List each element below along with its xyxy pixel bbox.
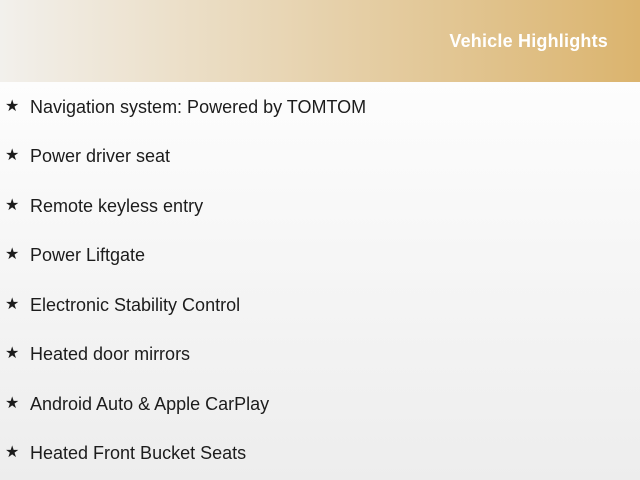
highlights-body [0, 82, 640, 480]
highlights-header [0, 0, 640, 82]
list-item [0, 132, 640, 182]
highlight-text: Heated Front Bucket Seats [30, 443, 247, 464]
page-title: Vehicle Highlights [449, 30, 608, 51]
list-item [0, 429, 640, 479]
list-item [0, 379, 640, 429]
star-icon: ★ [5, 147, 20, 165]
star-icon: ★ [5, 295, 20, 313]
list-item [0, 181, 640, 231]
star-icon: ★ [5, 394, 20, 412]
highlights-list [0, 82, 640, 478]
highlight-text: Heated door mirrors [30, 344, 191, 365]
star-icon: ★ [5, 246, 20, 264]
list-item [0, 231, 640, 281]
list-item [0, 330, 640, 380]
star-icon: ★ [5, 345, 20, 363]
highlight-text: Remote keyless entry [30, 195, 204, 216]
star-icon: ★ [5, 444, 20, 462]
star-icon: ★ [5, 196, 20, 214]
list-item [0, 82, 640, 132]
highlight-text: Electronic Stability Control [30, 294, 241, 315]
star-icon: ★ [5, 97, 20, 115]
highlight-text: Navigation system: Powered by TOMTOM [30, 96, 367, 117]
highlight-text: Android Auto & Apple CarPlay [30, 393, 270, 414]
highlight-text: Power driver seat [30, 146, 171, 167]
list-item [0, 280, 640, 330]
highlight-text: Power Liftgate [30, 245, 146, 266]
